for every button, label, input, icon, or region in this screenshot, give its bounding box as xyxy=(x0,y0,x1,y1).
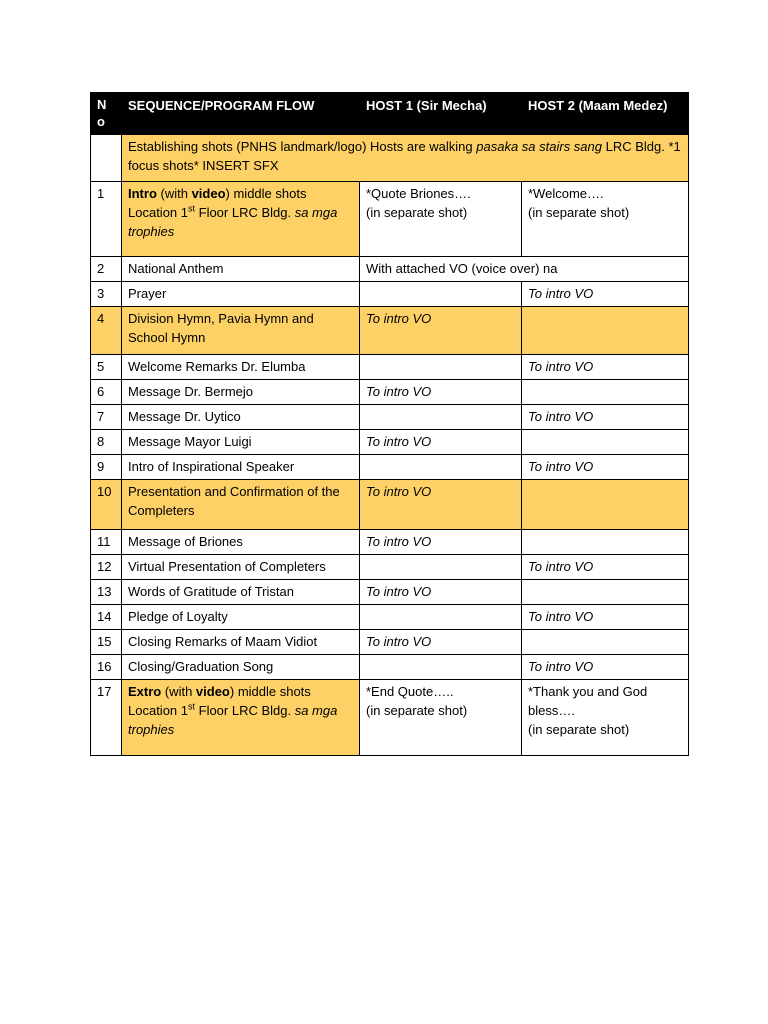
row-host2: To intro VO xyxy=(522,355,689,380)
header-no: N o xyxy=(91,93,122,135)
row-host1 xyxy=(360,405,522,430)
row-sequence: Extro (with video) middle shots Location 1st Floor LRC Bldg. sa mga trophies xyxy=(122,680,360,756)
row-host1: To intro VO xyxy=(360,630,522,655)
row-no: 14 xyxy=(91,605,122,630)
row-host1 xyxy=(360,605,522,630)
row-sequence: National Anthem xyxy=(122,257,360,282)
table-row xyxy=(91,182,689,257)
row-sequence: Intro (with video) middle shots Location 1st Floor LRC Bldg. sa mga trophies xyxy=(122,182,360,257)
row-host1 xyxy=(360,282,522,307)
row-sequence: Prayer xyxy=(122,282,360,307)
row-host2: To intro VO xyxy=(522,605,689,630)
row-no: 7 xyxy=(91,405,122,430)
row-sequence: Words of Gratitude of Tristan xyxy=(122,580,360,605)
row-no: 8 xyxy=(91,430,122,455)
row-host2 xyxy=(522,480,689,530)
table-row xyxy=(91,480,689,530)
row-sequence: Intro of Inspirational Speaker xyxy=(122,455,360,480)
row-host2: To intro VO xyxy=(522,405,689,430)
table-row xyxy=(91,555,689,580)
header-sequence: SEQUENCE/PROGRAM FLOW xyxy=(122,93,360,135)
row-no: 13 xyxy=(91,580,122,605)
row-no: 11 xyxy=(91,530,122,555)
row-no: 6 xyxy=(91,380,122,405)
row-host2 xyxy=(522,307,689,355)
row-host1: To intro VO xyxy=(360,430,522,455)
table-row xyxy=(91,580,689,605)
table-row xyxy=(91,282,689,307)
row-host2: *Thank you and God bless…. (in separate shot) xyxy=(522,680,689,756)
establishing-row xyxy=(91,135,689,182)
program-flow-table xyxy=(90,92,689,756)
row-host1: To intro VO xyxy=(360,307,522,355)
header-row xyxy=(91,93,689,135)
table-row xyxy=(91,430,689,455)
row-host2 xyxy=(522,530,689,555)
row-host1 xyxy=(360,355,522,380)
row-no: 9 xyxy=(91,455,122,480)
table-row xyxy=(91,455,689,480)
row-host2 xyxy=(522,580,689,605)
table-row xyxy=(91,355,689,380)
row-no: 12 xyxy=(91,555,122,580)
row-no: 5 xyxy=(91,355,122,380)
row-host1: To intro VO xyxy=(360,580,522,605)
row-sequence: Virtual Presentation of Completers xyxy=(122,555,360,580)
row-sequence: Message Mayor Luigi xyxy=(122,430,360,455)
row-host1 xyxy=(360,655,522,680)
table-row xyxy=(91,630,689,655)
table-row xyxy=(91,307,689,355)
row-host2 xyxy=(522,380,689,405)
table-row xyxy=(91,605,689,630)
row-sequence: Message Dr. Uytico xyxy=(122,405,360,430)
establishing-no xyxy=(91,135,122,182)
row-host1: To intro VO xyxy=(360,530,522,555)
row-sequence: Message Dr. Bermejo xyxy=(122,380,360,405)
row-sequence: Presentation and Confirmation of the Completers xyxy=(122,480,360,530)
row-host1: To intro VO xyxy=(360,380,522,405)
table-row xyxy=(91,380,689,405)
row-host1 xyxy=(360,455,522,480)
table-row xyxy=(91,257,689,282)
row-hosts: With attached VO (voice over) na xyxy=(360,257,689,282)
establishing-cell: Establishing shots (PNHS landmark/logo) Hosts are walking pasaka sa stairs sang LRC Bldg. *1 focus shots* INSERT SFX xyxy=(122,135,689,182)
row-sequence: Welcome Remarks Dr. Elumba xyxy=(122,355,360,380)
row-no: 4 xyxy=(91,307,122,355)
row-host2 xyxy=(522,430,689,455)
row-no: 15 xyxy=(91,630,122,655)
table-row xyxy=(91,405,689,430)
row-host1: *End Quote….. (in separate shot) xyxy=(360,680,522,756)
row-sequence: Message of Briones xyxy=(122,530,360,555)
row-no: 2 xyxy=(91,257,122,282)
row-host1: To intro VO xyxy=(360,480,522,530)
row-no: 10 xyxy=(91,480,122,530)
row-host1 xyxy=(360,555,522,580)
table-row xyxy=(91,530,689,555)
table-row xyxy=(91,680,689,756)
row-no: 1 xyxy=(91,182,122,257)
row-host1: *Quote Briones…. (in separate shot) xyxy=(360,182,522,257)
row-sequence: Closing/Graduation Song xyxy=(122,655,360,680)
row-no: 17 xyxy=(91,680,122,756)
row-host2: To intro VO xyxy=(522,555,689,580)
row-host2 xyxy=(522,630,689,655)
row-no: 3 xyxy=(91,282,122,307)
row-host2: To intro VO xyxy=(522,282,689,307)
row-host2: To intro VO xyxy=(522,455,689,480)
row-no: 16 xyxy=(91,655,122,680)
row-host2: To intro VO xyxy=(522,655,689,680)
header-host1: HOST 1 (Sir Mecha) xyxy=(360,93,522,135)
row-sequence: Closing Remarks of Maam Vidiot xyxy=(122,630,360,655)
row-host2: *Welcome…. (in separate shot) xyxy=(522,182,689,257)
header-host2: HOST 2 (Maam Medez) xyxy=(522,93,689,135)
table-row xyxy=(91,655,689,680)
row-sequence: Division Hymn, Pavia Hymn and School Hymn xyxy=(122,307,360,355)
row-sequence: Pledge of Loyalty xyxy=(122,605,360,630)
